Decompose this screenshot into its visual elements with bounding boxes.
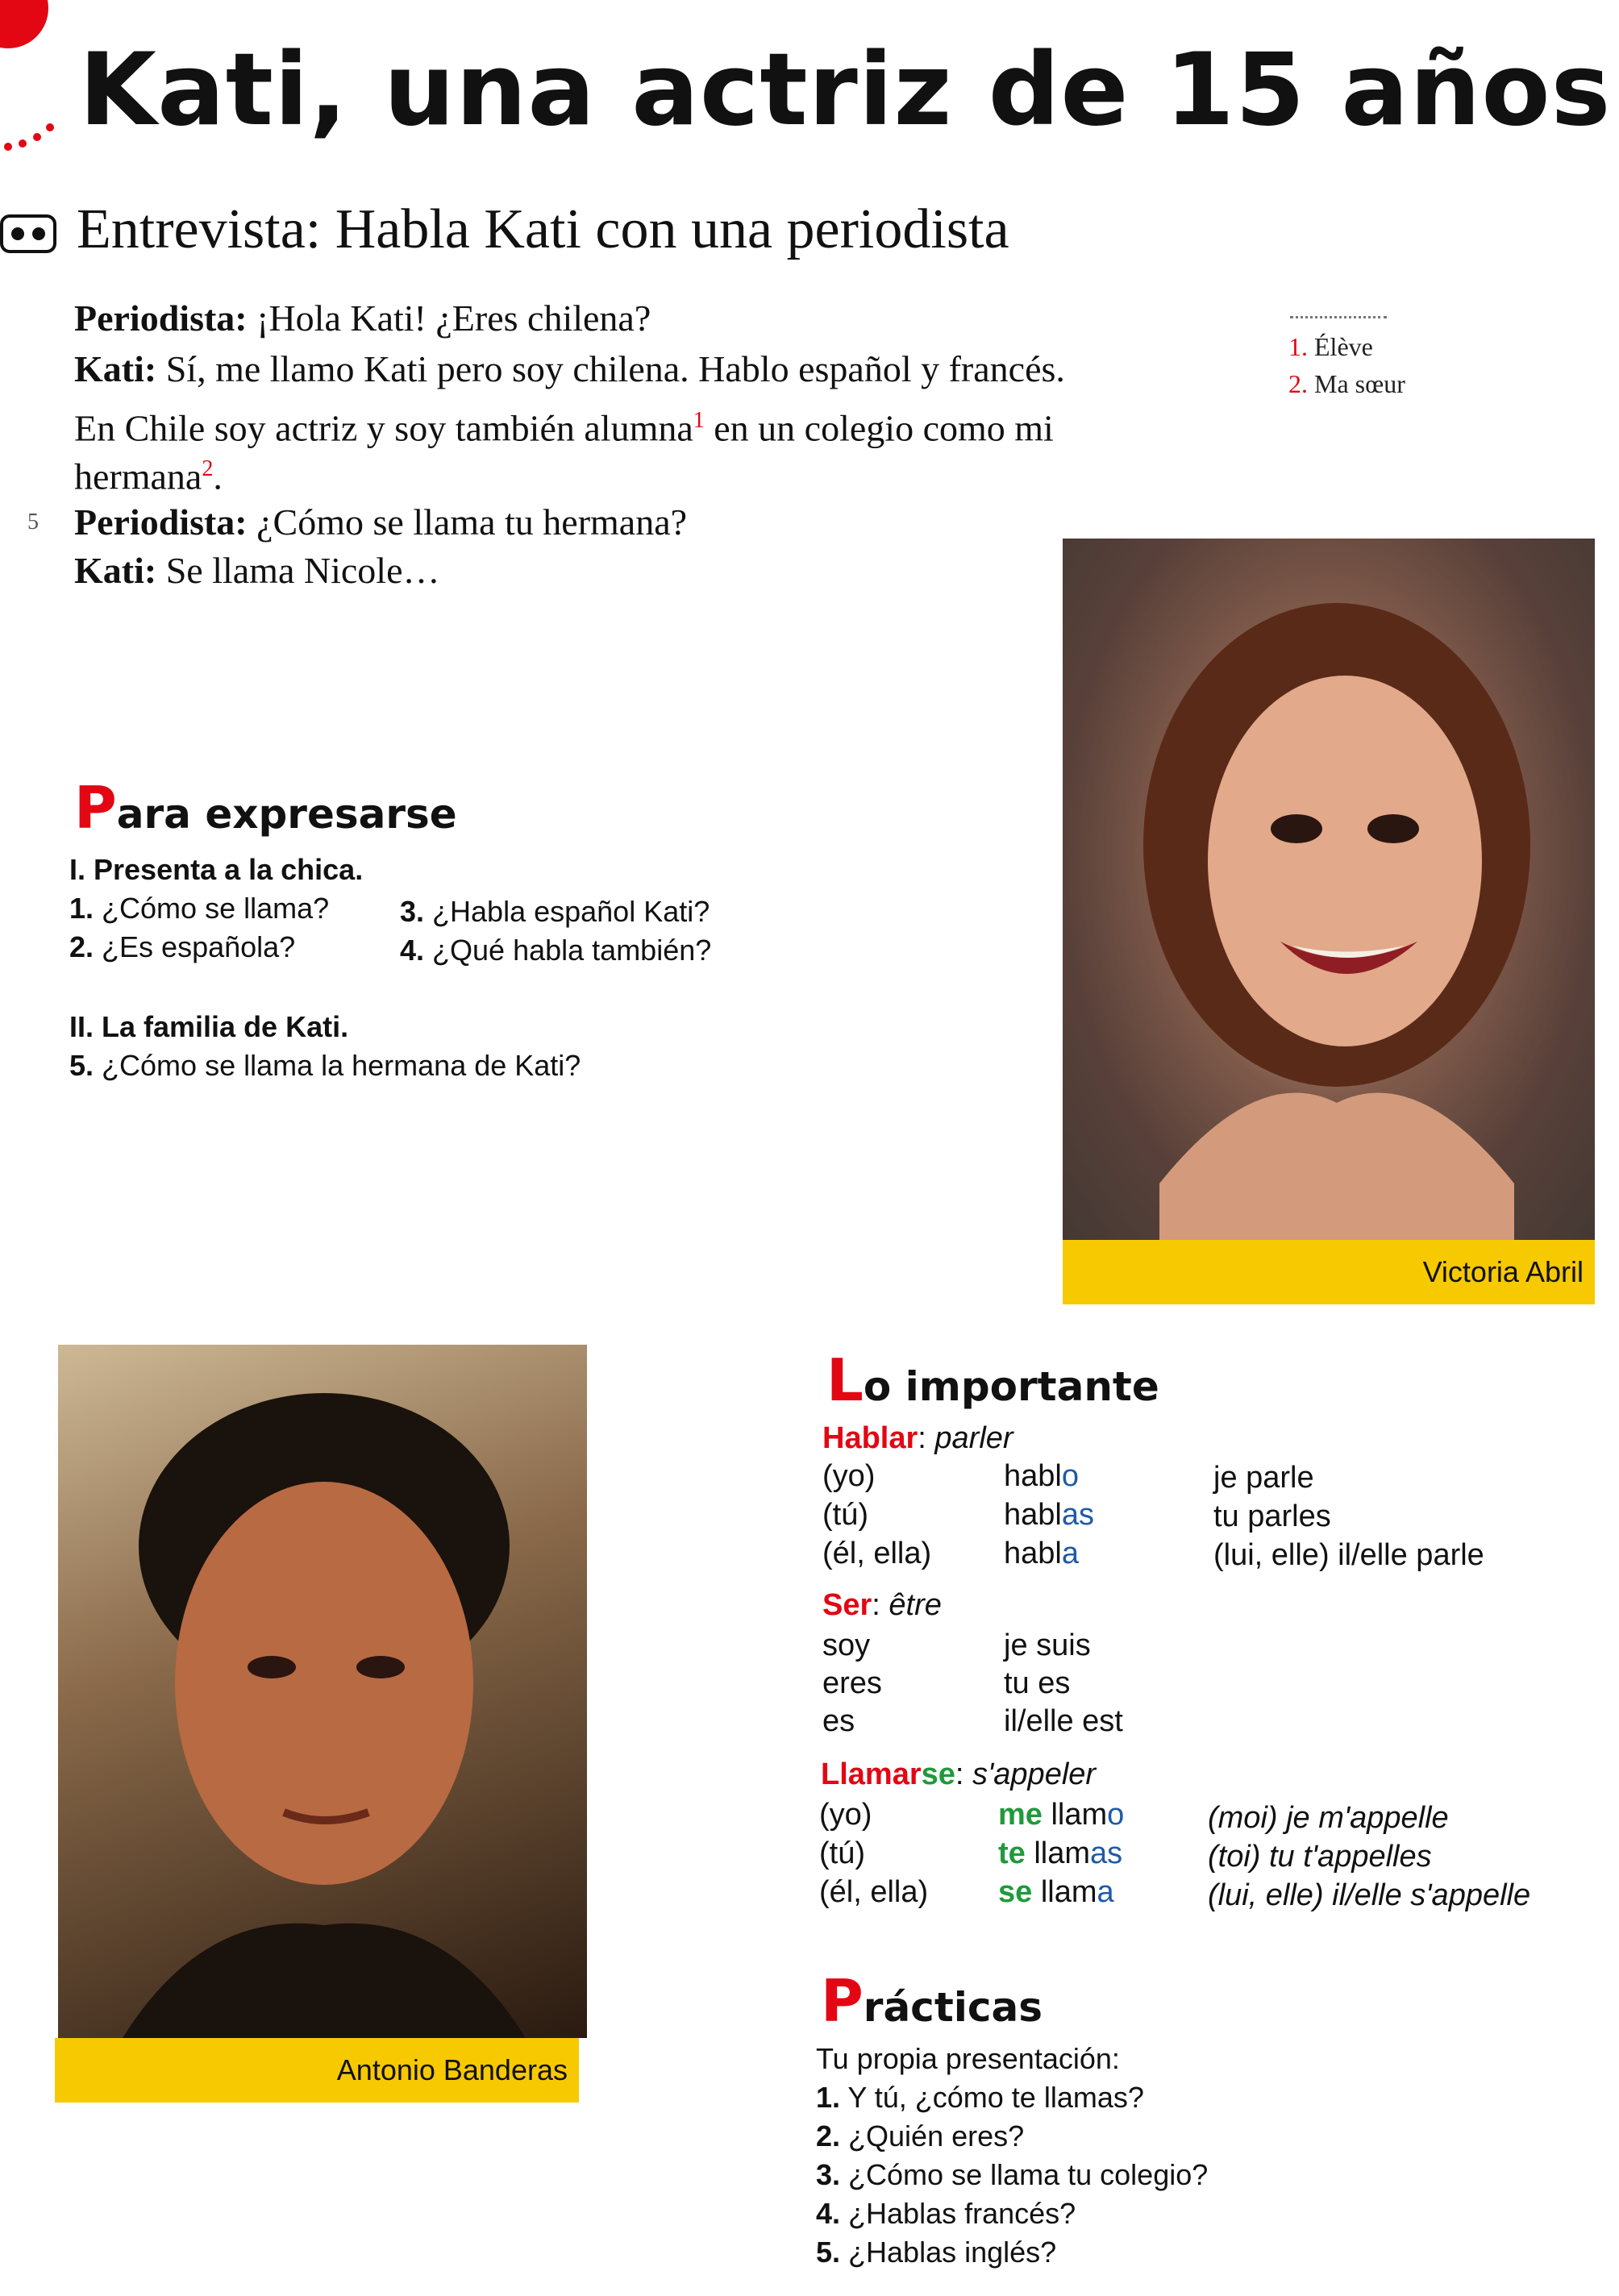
title-rest: rácticas	[863, 1984, 1043, 2031]
portrait-illustration	[58, 1345, 587, 2038]
question-text: ¿Qué habla también?	[432, 934, 712, 967]
footnote-number: 1.	[1288, 332, 1308, 361]
pronoun: (él, ella)	[819, 1875, 929, 1909]
dialog-line	[74, 397, 1054, 452]
practice-intro: Tu propia presentación:	[816, 2042, 1120, 2075]
item-number: 4.	[816, 2197, 841, 2230]
title-initial: L	[826, 1346, 864, 1414]
verb-heading: Ser: être	[822, 1588, 942, 1622]
dialog-text: ¡Hola Kati! ¿Eres chilena?	[247, 297, 651, 339]
dialog-line	[74, 547, 440, 595]
dialog-line	[74, 294, 651, 343]
question	[400, 931, 711, 970]
question-text: ¿Es española?	[102, 930, 296, 963]
verb-stem: habl	[1004, 1498, 1062, 1532]
portrait-illustration	[1063, 539, 1595, 1240]
item-text: ¿Cómo se llama tu colegio?	[848, 2158, 1209, 2191]
title-rest: o importante	[863, 1363, 1159, 1410]
practice-item	[816, 2233, 1056, 2272]
question	[69, 928, 295, 967]
pronoun: (yo)	[822, 1459, 876, 1493]
question-number: 2.	[69, 930, 94, 963]
verb-stem: habl	[1004, 1459, 1062, 1493]
exercise-section-heading: I. Presenta a la chica.	[69, 853, 364, 886]
verb-ending: as	[1061, 1498, 1094, 1532]
question	[69, 1046, 581, 1085]
dialog-line	[74, 498, 687, 547]
photo-antonio-banderas	[58, 1345, 587, 2038]
question	[400, 892, 710, 931]
dialog-text: .	[213, 455, 223, 497]
item-text: Y tú, ¿cómo te llamas?	[847, 2081, 1144, 2114]
speaker: Periodista:	[74, 297, 248, 339]
footnote-marker: 2	[202, 456, 214, 481]
speaker: Periodista:	[74, 501, 248, 543]
reflexive-suffix: se	[921, 1757, 955, 1791]
item-text: ¿Quién eres?	[848, 2119, 1025, 2152]
conjugation	[998, 1798, 1124, 1832]
spanish-form: eres	[822, 1666, 882, 1700]
footnote-text: Élève	[1314, 332, 1373, 361]
verb-infinitive: Hablar	[822, 1421, 918, 1455]
question-text: ¿Cómo se llama?	[102, 892, 330, 925]
question-number: 4.	[400, 934, 425, 967]
photo-victoria-abril	[1063, 539, 1595, 1240]
practicas-title	[821, 1967, 1043, 2035]
verb-stem: llam	[1040, 1875, 1097, 1909]
cassette-audio-icon[interactable]	[0, 211, 58, 256]
footnote-text: Ma sœur	[1314, 369, 1405, 398]
item-text: ¿Hablas francés?	[848, 2197, 1076, 2230]
conjugation	[998, 1875, 1114, 1910]
footnotes	[1288, 310, 1405, 402]
reflexive-pronoun: se	[998, 1875, 1033, 1909]
french-translation: je suis	[1004, 1628, 1091, 1662]
title-initial: P	[74, 774, 117, 842]
lo-importante-title	[826, 1346, 1159, 1414]
dialog-line	[74, 445, 223, 501]
title-initial: P	[821, 1967, 864, 2035]
title-rest: ara expresarse	[116, 791, 457, 838]
french-translation: (lui, elle) il/elle parle	[1213, 1538, 1484, 1572]
french-translation: (moi) je m'appelle	[1208, 1801, 1449, 1835]
para-expresarse-title	[74, 774, 457, 842]
french-translation: tu parles	[1213, 1499, 1331, 1533]
spanish-form: soy	[822, 1628, 871, 1662]
dots-decoration	[0, 113, 73, 161]
french-translation: il/elle est	[1004, 1704, 1123, 1738]
item-number: 1.	[816, 2081, 841, 2114]
photo-caption: Victoria Abril	[1063, 1240, 1595, 1304]
footnote-marker: 1	[693, 408, 705, 433]
dialog-text: En Chile soy actriz y soy también alumna	[74, 407, 693, 449]
pronoun: (tú)	[822, 1498, 868, 1532]
question	[69, 889, 329, 928]
corner-decoration	[0, 0, 48, 48]
verb-stem: llam	[1034, 1836, 1091, 1870]
question-number: 3.	[400, 895, 425, 928]
item-number: 2.	[816, 2119, 841, 2152]
speaker: Kati:	[74, 348, 157, 389]
pronoun: (yo)	[819, 1798, 872, 1832]
verb-heading: Hablar: parler	[822, 1421, 1013, 1455]
practice-item	[816, 2156, 1208, 2194]
dialog-text: hermana	[74, 455, 202, 497]
item-text: ¿Hablas inglés?	[848, 2236, 1057, 2269]
verb-translation: être	[889, 1588, 942, 1622]
verb-ending: a	[1097, 1875, 1114, 1909]
item-number: 5.	[816, 2236, 841, 2269]
french-translation: je parle	[1213, 1461, 1314, 1495]
french-translation: tu es	[1004, 1666, 1071, 1700]
verb-ending: as	[1090, 1836, 1123, 1870]
dialog-text: Se llama Nicole…	[156, 550, 440, 591]
question-text: ¿Cómo se llama la hermana de Kati?	[102, 1049, 581, 1082]
speaker: Kati:	[74, 550, 157, 591]
page-title: Kati, una actriz de 15 años	[79, 32, 1612, 148]
practice-item	[816, 2194, 1076, 2233]
verb-ending: o	[1061, 1459, 1079, 1493]
spanish-form: es	[822, 1704, 855, 1738]
practice-item	[816, 2117, 1024, 2156]
conjugation	[998, 1836, 1122, 1871]
question-number: 1.	[69, 892, 94, 925]
exercise-section-heading: II. La familia de Kati.	[69, 1010, 349, 1043]
question-number: 5.	[69, 1049, 94, 1082]
question-text: ¿Habla español Kati?	[432, 895, 710, 928]
dialog-text: en un colegio como mi	[704, 407, 1054, 449]
item-number: 3.	[816, 2158, 841, 2191]
verb-translation: s'appeler	[972, 1757, 1097, 1791]
footnote-number: 2.	[1288, 369, 1308, 398]
conjugation	[1004, 1498, 1094, 1533]
verb-stem: llam	[1051, 1798, 1108, 1832]
reflexive-pronoun: me	[998, 1798, 1043, 1832]
practice-item	[816, 2078, 1144, 2117]
verb-infinitive: Llamar	[821, 1757, 922, 1791]
conjugation	[1004, 1459, 1079, 1494]
verb-stem: habl	[1004, 1537, 1062, 1570]
dialog-line	[74, 345, 1065, 393]
pronoun: (él, ella)	[822, 1537, 932, 1570]
dialog-text: Sí, me llamo Kati pero soy chilena. Hablo español y francés.	[156, 348, 1065, 389]
pronoun: (tú)	[819, 1836, 865, 1870]
verb-ending: a	[1061, 1537, 1079, 1570]
verb-ending: o	[1107, 1798, 1125, 1832]
verb-infinitive: Ser	[822, 1588, 872, 1622]
conjugation	[1004, 1537, 1079, 1571]
verb-translation: parler	[934, 1421, 1013, 1455]
footnote	[1288, 328, 1405, 365]
reflexive-pronoun: te	[998, 1836, 1026, 1870]
interview-heading: Entrevista: Habla Kati con una periodista	[77, 198, 1009, 260]
french-translation: (toi) tu t'appelles	[1208, 1840, 1432, 1874]
dialog-text: ¿Cómo se llama tu hermana?	[247, 501, 688, 543]
footnote	[1288, 365, 1405, 402]
line-number: 5	[27, 510, 39, 534]
verb-heading: Llamarse: s'appeler	[821, 1757, 1097, 1791]
photo-caption: Antonio Banderas	[55, 2038, 579, 2103]
french-translation: (lui, elle) il/elle s'appelle	[1208, 1878, 1531, 1912]
